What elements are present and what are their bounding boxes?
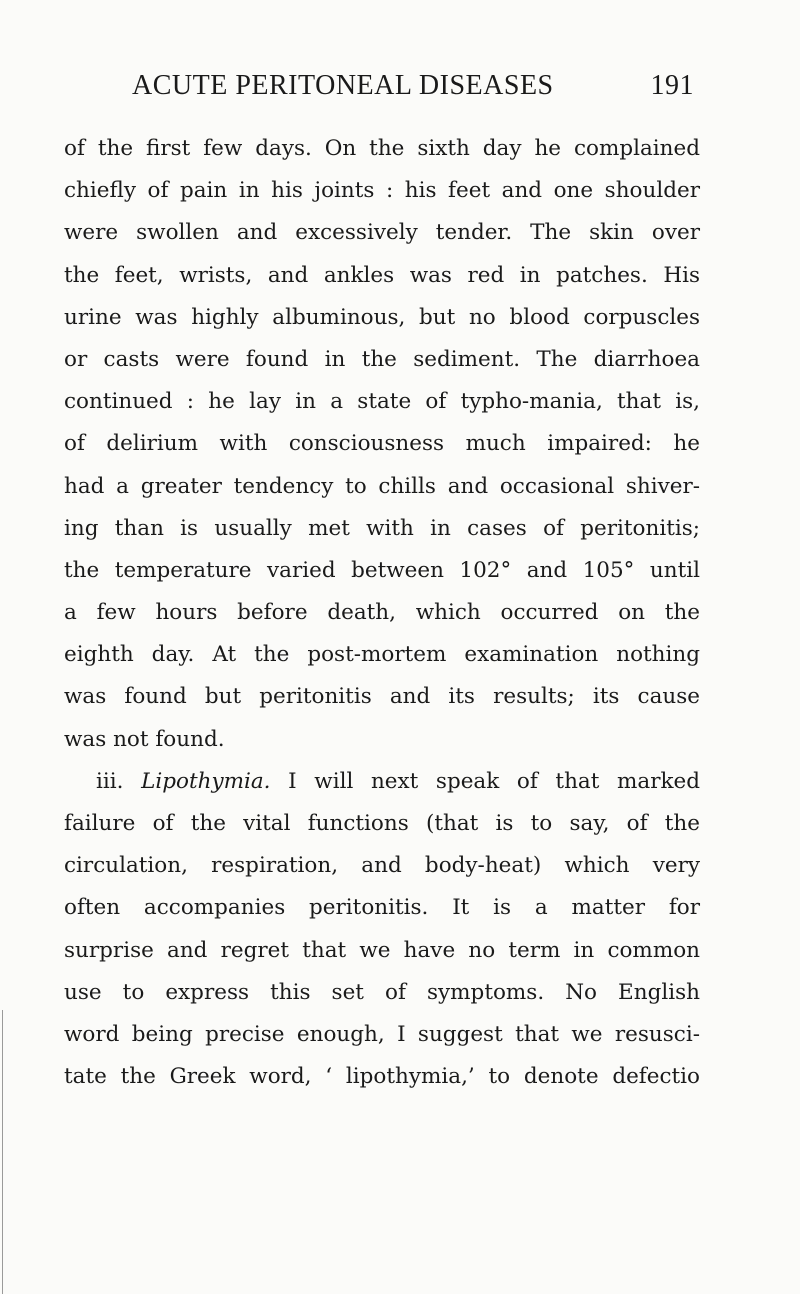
text-line: eighth day. At the post-mortem examination nothing [64, 642, 700, 668]
text-line: were swollen and excessively tender. The skin over [64, 220, 700, 246]
text-line: or casts were found in the sediment. The diarrhoea [64, 346, 700, 372]
body-text [64, 128, 700, 1098]
text-line: of the first few days. On the sixth day he complained [64, 136, 700, 161]
page-number: 191 [650, 70, 694, 101]
running-head [132, 62, 694, 102]
page-edge-rule [2, 1010, 3, 1294]
text-line: of delirium with consciousness much impaired: he [64, 431, 700, 457]
text-line: continued : he lay in a state of typho-mania, that is, [64, 389, 700, 415]
text-line: chiefly of pain in his joints : his feet and one shoulder [64, 178, 700, 204]
section-first-line-text: I will next speak of that marked [288, 768, 701, 794]
text-line: was not found. [64, 726, 225, 752]
text-line: ing than is usually met with in cases of peritonitis; [64, 515, 700, 541]
section-numeral: iii. [96, 768, 124, 794]
text-line: surprise and regret that we have no term in common [64, 937, 700, 963]
text-line: had a greater tendency to chills and occasional shiver- [64, 473, 700, 499]
text-line: tate the Greek word, ‘ lipothymia,’ to denote defectio [64, 1064, 700, 1090]
running-title: ACUTE PERITONEAL DISEASES [132, 70, 554, 101]
text-line: circulation, respiration, and body-heat) which very [64, 853, 700, 879]
text-line: word being precise enough, I suggest that we resusci- [64, 1021, 700, 1047]
text-line: failure of the vital functions (that is to say, of the [64, 811, 700, 836]
text-line: the temperature varied between 102° and 105° until [64, 557, 700, 583]
text-line: often accompanies peritonitis. It is a matter for [64, 895, 700, 921]
text-line: urine was highly albuminous, but no blood corpuscles [64, 304, 700, 330]
text-line: use to express this set of symptoms. No English [64, 979, 700, 1005]
text-line: the feet, wrists, and ankles was red in patches. His [64, 262, 700, 288]
text-line: a few hours before death, which occurred on the [64, 600, 700, 626]
section-heading: Lipothymia. [141, 768, 271, 794]
text-line: was found but peritonitis and its results; its cause [64, 684, 700, 710]
section-first-line [64, 761, 700, 803]
